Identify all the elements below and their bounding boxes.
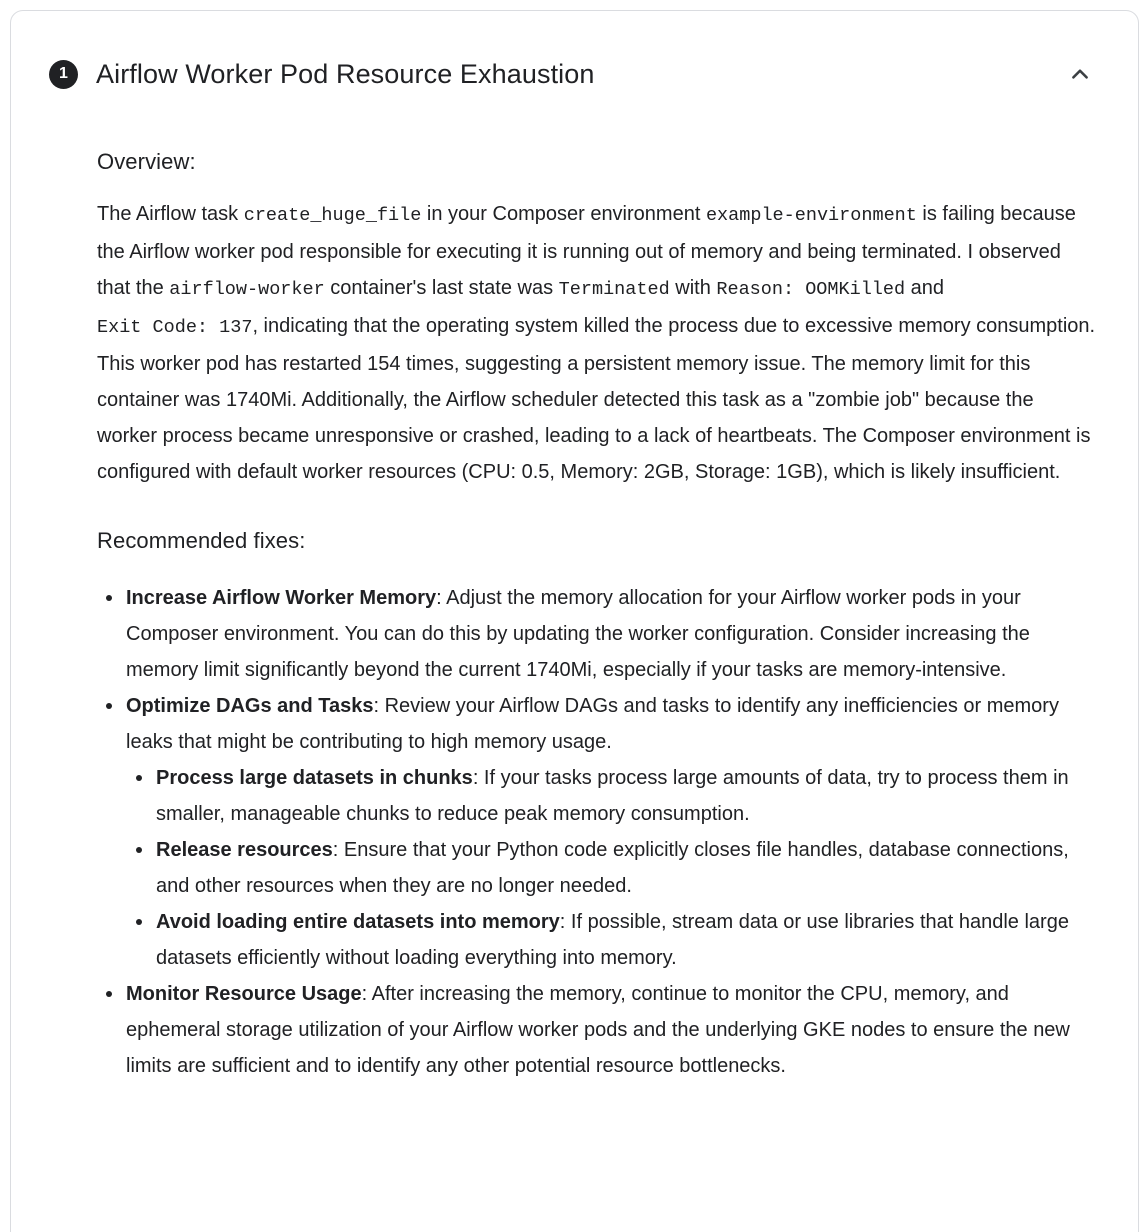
fixes-list: [97, 580, 1099, 1084]
collapse-button[interactable]: [1066, 60, 1094, 88]
inline-code: Reason: OOMKilled: [716, 279, 906, 300]
fix-item: Avoid loading entire datasets into memory: If possible, stream data or use libraries that handle large datasets efficiently without loading everything into memory.: [127, 904, 1099, 976]
fix-item-lead: Release resources: [156, 839, 333, 861]
number-badge: 1: [49, 60, 78, 89]
fix-item: Process large datasets in chunks: If your tasks process large amounts of data, try to process them in smaller, manageable chunks to reduce peak memory consumption.: [127, 760, 1099, 832]
fix-item: Optimize DAGs and Tasks: Review your Airflow DAGs and tasks to identify any inefficiencies or memory leaks that might be contributing to high memory usage. Process large datasets in chunks: If your tasks process large amounts of data, try to process them in smaller, manageable chunks to reduce peak memory consumption. Release resources: Ensure that your Python code explicitly closes file handles, database connections, and other resources when they are no longer needed. Avoid loading entire datasets into memory: If possible, stream data or use libraries that handle large datasets efficiently without loading everything into memory.: [97, 688, 1099, 976]
fix-item-lead: Process large datasets in chunks: [156, 767, 473, 789]
fix-item: Monitor Resource Usage: After increasing the memory, continue to monitor the CPU, memory, and ephemeral storage utilization of your Airflow worker pods and the underlying GKE nodes to ensure the new limits are sufficient and to identify any other potential resource bottlenecks.: [97, 976, 1099, 1084]
fix-item-lead: Avoid loading entire datasets into memory: [156, 911, 560, 933]
fixes-heading: Recommended fixes:: [97, 528, 306, 553]
inline-code: airflow-worker: [169, 279, 325, 300]
fix-item-lead: Optimize DAGs and Tasks: [126, 695, 374, 717]
overview-heading: Overview:: [97, 149, 196, 174]
fix-item-lead: Increase Airflow Worker Memory: [126, 587, 437, 609]
chevron-up-icon: [1067, 61, 1093, 87]
inline-code: Terminated: [558, 279, 670, 300]
fix-item-lead: Monitor Resource Usage: [126, 983, 362, 1005]
inline-code: example-environment: [705, 205, 917, 226]
fix-item: Increase Airflow Worker Memory: Adjust the memory allocation for your Airflow worker pods in your Composer environment. You can do this by updating the worker configuration. Consider increasing the memory limit significantly beyond the current 1740Mi, especially if your tasks are memory-intensive.: [97, 580, 1099, 688]
fix-item: Release resources: Ensure that your Python code explicitly closes file handles, database connections, and other resources when they are no longer needed.: [127, 832, 1099, 904]
card-body: [97, 147, 1099, 1084]
card-title: Airflow Worker Pod Resource Exhaustion: [96, 59, 595, 89]
fix-sub-list: [127, 760, 1099, 976]
insight-card: [10, 10, 1139, 1232]
overview-paragraph: The Airflow task create_huge_file in your Composer environment example-environment is failing because the Airflow worker pod responsible for executing it is running out of memory and being terminated. I observed that the airflow-worker container's last state was Terminated with Reason: OOMKilled and Exit Code: 137, indicating that the operating system killed the process due to excessive memory consumption. This worker pod has restarted 154 times, suggesting a persistent memory issue. The memory limit for this container was 1740Mi. Additionally, the Airflow scheduler detected this task as a "zombie job" because the worker process became unresponsive or crashed, leading to a lack of heartbeats. The Composer environment is configured with default worker resources (CPU: 0.5, Memory: 2GB, Storage: 1GB), which is likely insufficient.: [97, 203, 1096, 483]
card-header[interactable]: [49, 58, 1100, 90]
inline-code: create_huge_file: [243, 205, 422, 226]
inline-code: Exit Code: 137: [97, 317, 253, 338]
